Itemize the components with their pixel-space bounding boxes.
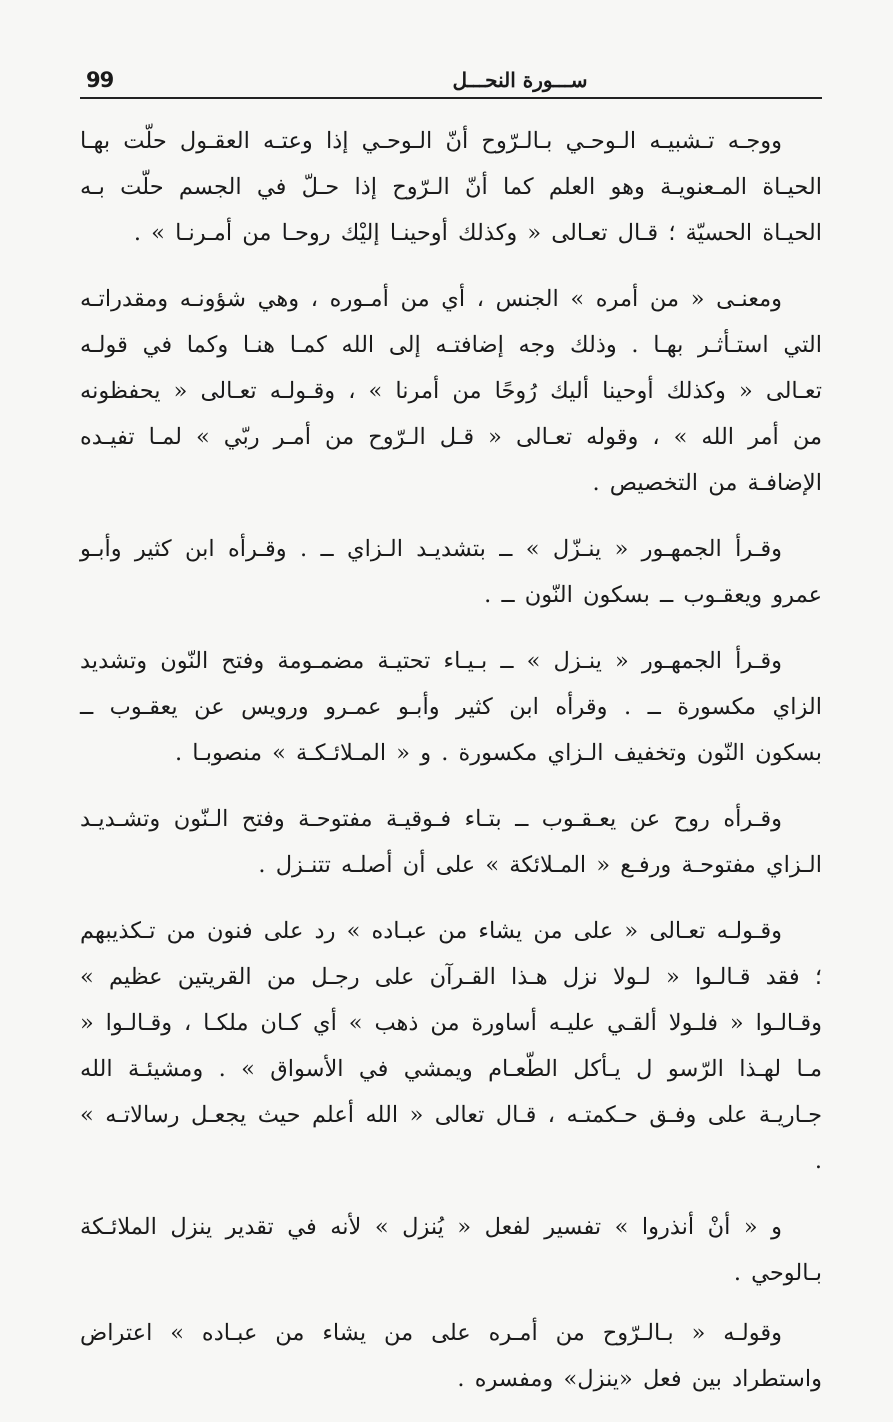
page-number: 99 — [86, 68, 114, 92]
paragraph: ووجـه تـشبيـه الـوحـي بـالـرّوح أنّ الـوحـي إذا وعتـه العقـول حلّت بهـا الحيـاة المـعنويـة وهو العلم كما أنّ الـرّوح إذا حـلّ في الجسم حلّت بـه الحيـاة الحسيّة ؛ قـال تعـالى « وكذلك أوحينـا إليْك روحـا من أمـرنـا » . — [80, 128, 822, 246]
page-header — [80, 62, 822, 102]
paragraph: و « أنْ أنذروا » تفسير لفعل « يُنزل » لأنه في تقدير ينزل الملائـكة بـالوحي . — [80, 1214, 822, 1286]
header-rule — [80, 97, 822, 99]
paragraph: وقـرأ الجمهـور « ينـزّل » ــ بتشديـد الـزاي ــ . وقـرأه ابن كثير وأبـو عمرو ويعقـوب ــ بسكون النّون ــ . — [80, 536, 822, 608]
paragraph: وقولـه « بـالـرّوح من أمـره على من يشاء من عبـاده » اعتراض واستطراد بين فعل «ينزل» ومفسره . — [80, 1320, 822, 1392]
paragraph: ومعنـى « من أمره » الجنس ، أي من أمـوره ، وهي شؤونـه ومقدراتـه التي استـأثـر بهـا . وذلك وجه إضافتـه إلى الله كمـا هنـا وكما في قولـه تعـالى « وكذلك أوحينا أليك رُوحًا من أمرنا » ، وقـولـه تعـالى « يحفظونه من أمر الله » ، وقوله تعـالى « قـل الـرّوح من أمـر ربّي » لمـا تفيـده الإضافـة من التخصيص . — [80, 286, 822, 496]
paragraph: وقـرأ الجمهـور « ينـزل » ــ بـيـاء تحتيـة مضمـومة وفتح النّون وتشديد الزاي مكسورة ــ . وقرأه ابن كثير وأبـو عمـرو ورويس عن يعقـوب ــ بسكون النّون وتخفيف الـزاي مكسورة . و « المـلائـكـة » منصوبـا . — [80, 648, 822, 766]
running-title: ســـورة النحـــل — [452, 68, 588, 92]
paragraph: وقـولـه تعـالى « على من يشاء من عبـاده » رد على فنون من تـكذيبهم ؛ فقد قـالـوا « لـولا نزل هـذا القـرآن على رجـل من القريتين عظيم » وقـالـوا « فلـولا ألقـي عليـه أساورة من ذهب » أي كـان ملكـا ، وقـالـوا « مـا لهـذا الرّسو ل يـأكل الطّعـام ويمشي في الأسواق » . ومشيئـة الله جـاريـة على وفـق حـكمتـه ، قـال تعالى « الله أعلم حيث يجعـل رسالاتـه » . — [80, 918, 822, 1174]
page-body — [80, 118, 822, 1422]
paragraph: وقـرأه روح عن يعـقـوب ــ بتـاء فـوقيـة مفتوحـة وفتح الـنّون وتشـديـد الـزاي مفتوحـة ورفـع « المـلائكة » على أن أصلـه تتنـزل . — [80, 806, 822, 878]
